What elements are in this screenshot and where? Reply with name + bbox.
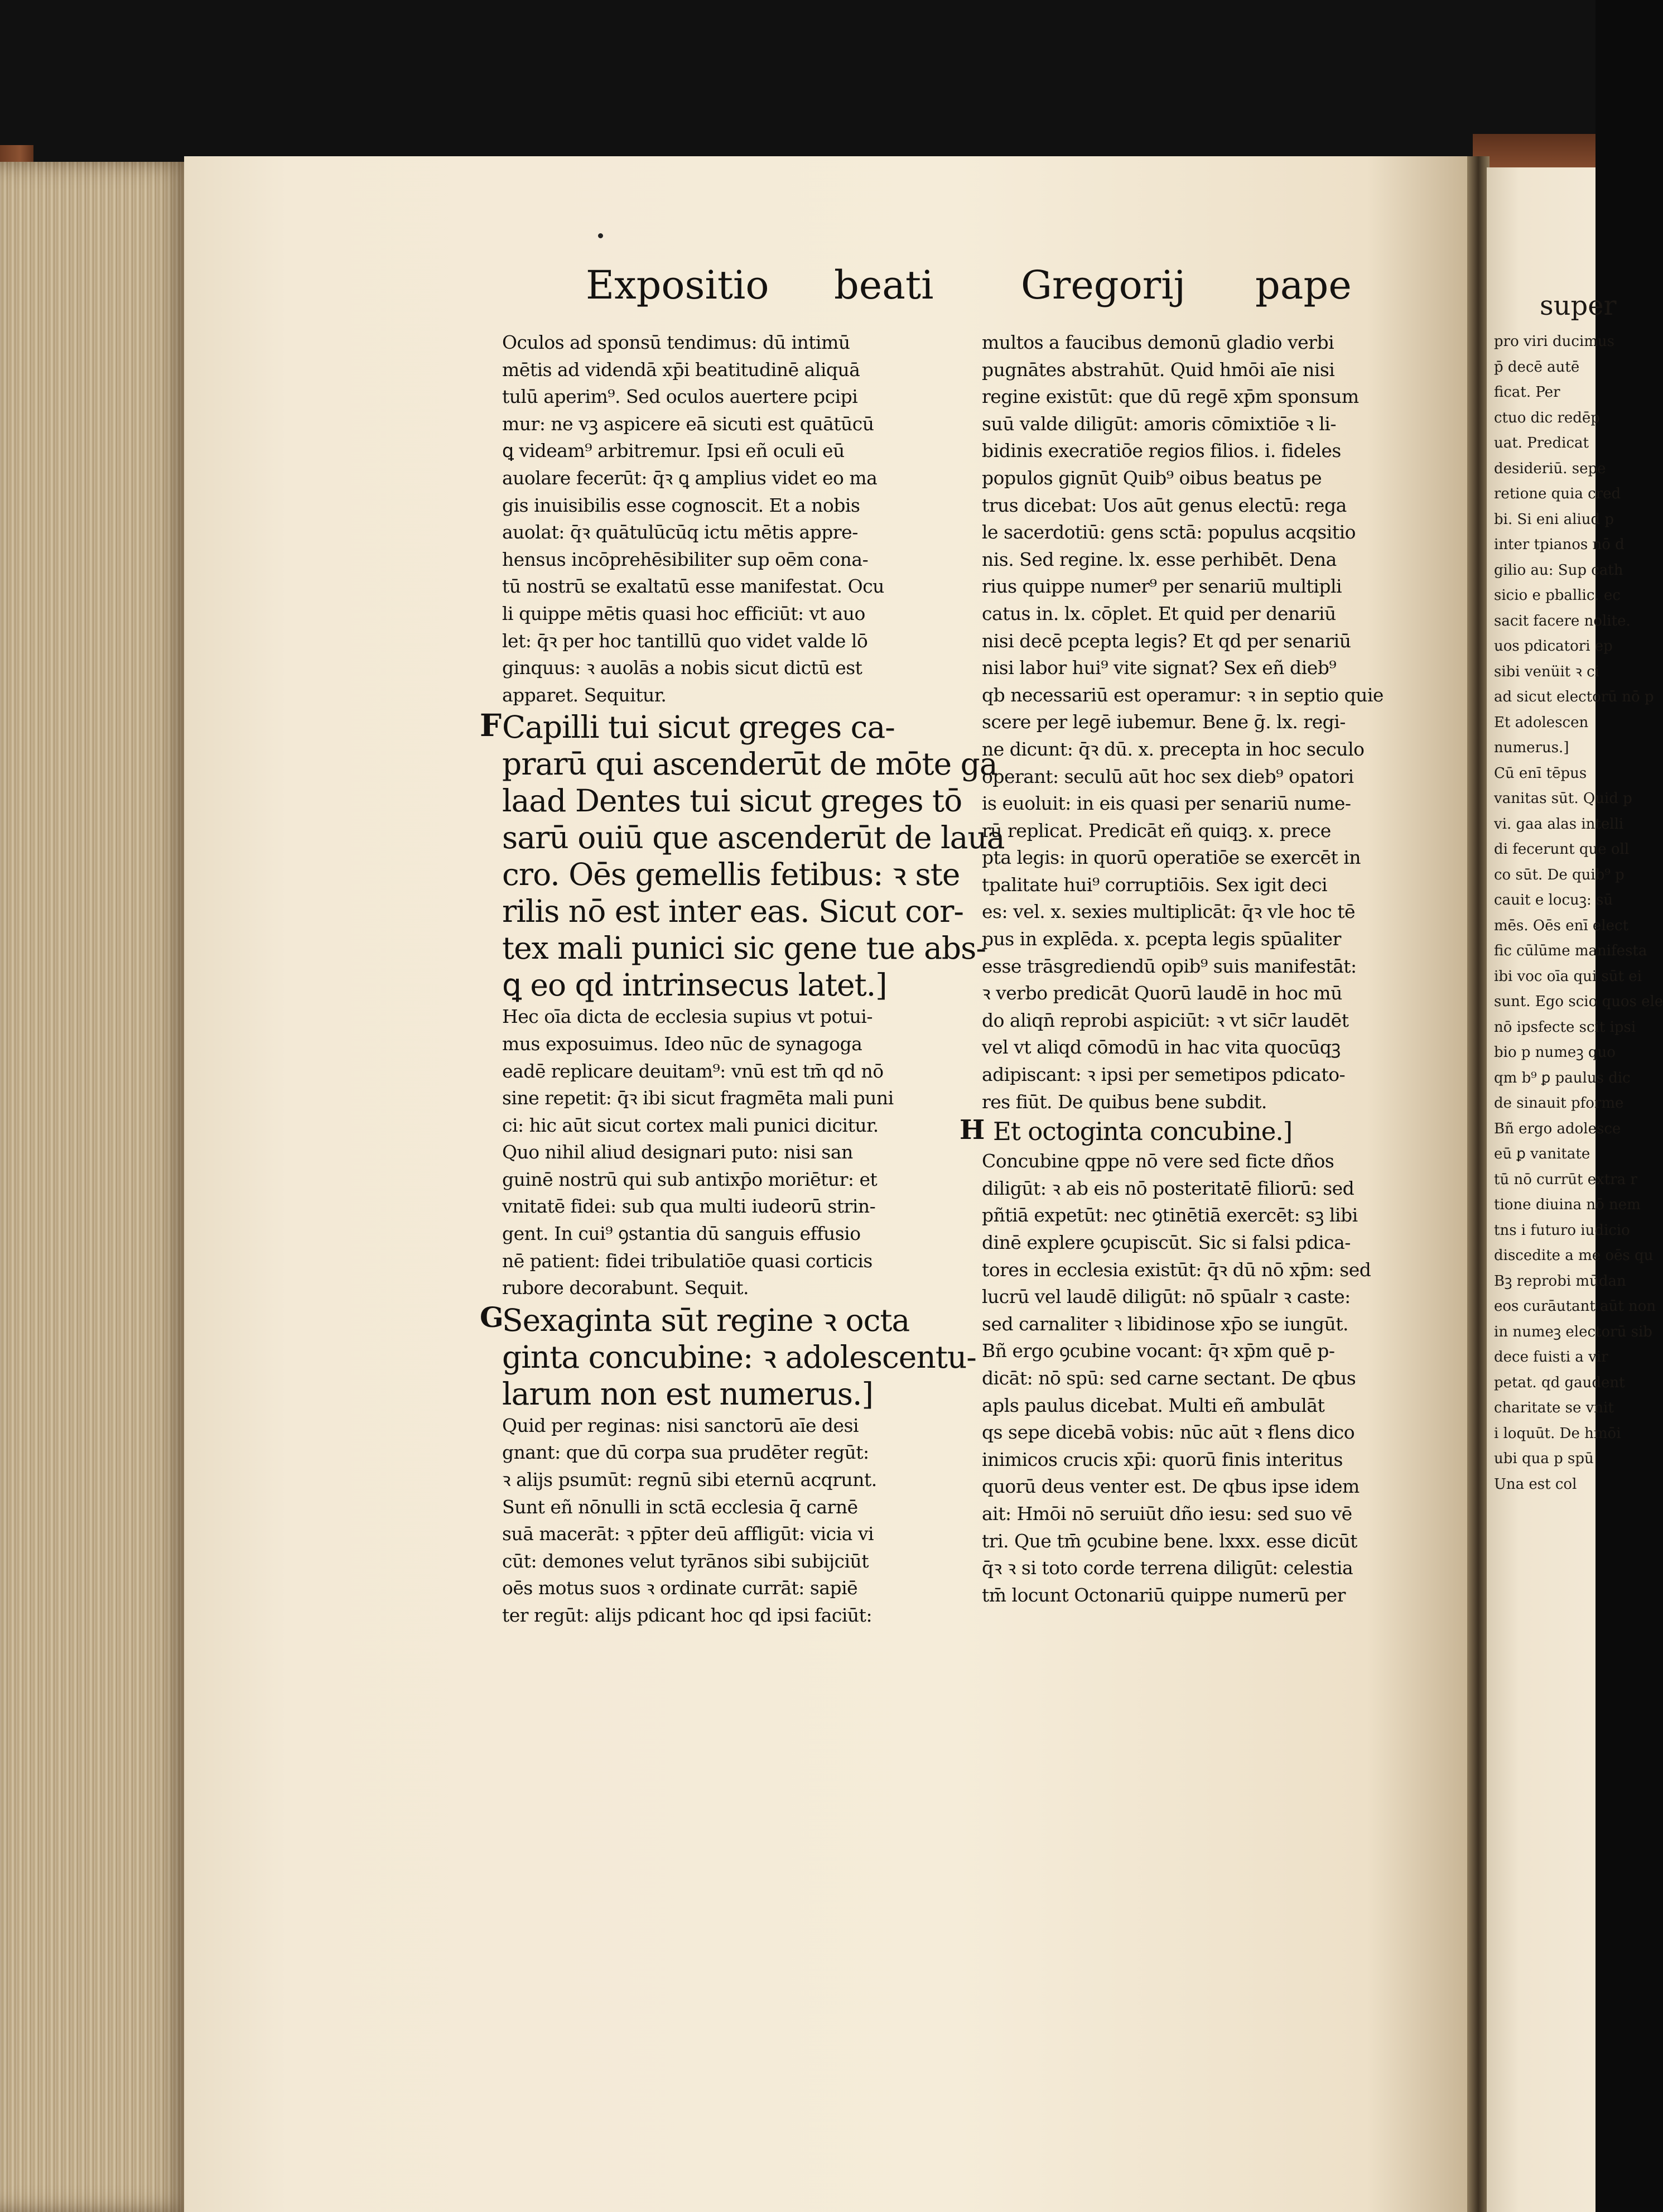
running-header [586,262,1406,324]
text-line: qs sepe dicebā vobis: nūc aūt ꝛ flens dico [982,1421,1355,1444]
paragraph-block [502,1003,937,1302]
text-line: gent. In cui⁹ ꝯstantia dū sanguis effusio [502,1223,861,1245]
text-line: li quippe mētis quasi hoc efficiūt: vt auo [502,602,865,624]
section-marker: G [480,1300,504,1334]
verse-block [480,1300,976,1412]
facing-text-line: dece fuisti a vir [1494,1349,1608,1365]
facing-text-line: Una est col [1494,1475,1577,1493]
paragraph-block [982,1148,1423,1609]
facing-text-line: inter tpianos nō d [1494,536,1625,553]
text-line: pugnātes abstrahūt. Quid hmōi aīe nisi [982,358,1335,381]
text-line: nē patient: fidei tribulatiōe quasi corticis [502,1249,873,1272]
text-line: populos gignūt Quib⁹ oibus beatus pe [982,467,1322,489]
text-line: gis inuisibilis esse cognoscit. Et a nobis [502,494,860,516]
paragraph-block [982,329,1423,1115]
text-line: adipiscant: ꝛ ipsi per semetipos pdicato- [982,1064,1346,1086]
text-line: guinē nostrū qui sub antixp̄o moriētur: et [502,1168,878,1190]
text-line: es: vel. x. sexies multiplicāt: q̄ꝛ vle hoc tē [982,901,1355,923]
facing-text-line: Bꝫ reprobi mūdan [1494,1272,1626,1290]
text-line: sine repetit: q̄ꝛ ibi sicut fragmēta mali puni [502,1087,894,1109]
header-word: beati [834,262,934,308]
text-line: eadē replicare deuitam⁹: vnū est tm̄ qd nō [502,1060,884,1082]
ink-speck [598,233,603,238]
facing-text-line: Cū enī tēpus [1494,764,1587,782]
facing-text-line: bi. Si eni aliud p [1494,511,1614,528]
text-line: suā macerāt: ꝛ pp̄ter deū affligūt: vicia vi [502,1523,874,1545]
facing-text-line: petat. qd gaudent [1494,1374,1625,1391]
verse-line: laad Dentes tui sicut greges tō [502,783,962,819]
text-line: Quo nihil aliud designari puto: nisi san [502,1141,853,1163]
text-line: Bñ ergo ꝯcubine vocant: q̄ꝛ xp̄m quē p- [982,1340,1335,1362]
text-line: apls paulus dicebat. Multi eñ ambulāt [982,1394,1325,1416]
facing-text-line: bio p numeꝫ quo [1494,1044,1616,1061]
verse-line: tex mali punici sic gene tue abs- [502,930,986,966]
facing-text-line: sacit facere nolite. [1494,612,1631,629]
text-line: pus in explēda. x. pcepta legis spūaliter [982,928,1341,950]
facing-text-line: discedite a me oēs qu [1494,1247,1654,1264]
verse-line: cro. Oēs gemellis fetibus: ꝛ ste [502,857,960,893]
verse-line: prarū qui ascenderūt de mōte ga [502,746,997,782]
text-line: pñtiā expetūt: nec ꝯtinētiā exercēt: sꝫ libi [982,1204,1358,1227]
facing-text-line: i loquūt. De hmōi [1494,1425,1621,1442]
text-line: rū replicat. Predicāt eñ quiqꝫ. x. prece [982,819,1331,841]
text-line: ginquus: ꝛ auolās a nobis sicut dictū est [502,657,862,679]
facing-text-line: tns i futuro iudicio [1494,1222,1630,1239]
text-line: scere per legē iubemur. Bene ḡ. lx. regi- [982,711,1346,733]
text-line: ꝛ verbo predicāt Quorū laudē in hoc mū [982,982,1342,1004]
facing-text-line: eos curāutant aūt non [1494,1298,1656,1315]
text-line: res fiūt. De quibus bene subdit. [982,1090,1267,1113]
facing-text-line: retione quia cred [1494,485,1621,502]
text-line: ꝗ videam⁹ arbitremur. Ipsi eñ oculi eū [502,440,845,462]
text-line: tulū aperim⁹. Sed oculos auertere pcipi [502,386,858,408]
text-line: esse trāsgrediendū opib⁹ suis manifestāt: [982,955,1357,977]
text-line: is euoluit: in eis quasi per senariū nume- [982,792,1351,815]
facing-page-header: super [1540,290,1617,321]
text-line: auolat: q̄ꝛ quātulūcūq ictu mētis appre- [502,521,858,544]
text-line: sed carnaliter ꝛ libidinose xp̄o se iungūt. [982,1312,1349,1335]
facing-text-line: ibi voc oīa qui sūt ei [1494,968,1642,985]
section-marker: H [960,1114,985,1146]
left-text-column [480,329,1005,1629]
facing-text-line: tione diuina nō nem [1494,1196,1641,1213]
text-line: tm̄ locunt Octonariū quippe numerū per [982,1584,1346,1606]
facing-text-line: vi. gaa alas intelli [1494,815,1624,833]
text-line: tores in ecclesia existūt: q̄ꝛ dū nō xp̄m: sed [982,1258,1371,1281]
facing-text-line: desideriū. sepe [1494,460,1606,477]
facing-text-line: uos pdicatori ep [1494,638,1613,655]
text-line: oēs motus suos ꝛ ordinate currāt: sapiē [502,1577,858,1599]
text-line: vnitatē fidei: sub qua multi iudeorū strin- [502,1195,876,1218]
header-word: Expositio [586,262,769,308]
facing-text-line: ad sicut electorū nō p [1494,689,1654,705]
text-line: q̄ꝛ ꝛ si toto corde terrena diligūt: celestia [982,1557,1353,1579]
facing-text-line: sibi venüit ꝛ ci [1494,663,1599,680]
text-line: ꝛ alijs psumūt: regnū sibi eternū acqrunt. [502,1469,877,1491]
text-line: trus dicebat: Uos aūt genus electū: rega [982,494,1347,516]
facing-text-line: co sūt. De quib⁹ p [1494,866,1625,883]
facing-text-line: Et adolescen [1494,714,1589,731]
text-line: mētis ad videndā xp̄i beatitudinē aliquā [502,358,860,381]
facing-text-line: tū nō currūt extra r [1494,1171,1637,1188]
facing-text-line: eū ꝑ vanitate [1494,1146,1590,1162]
text-line: auolare fecerūt: q̄ꝛ ꝗ amplius videt eo ma [502,467,878,489]
text-line: pta legis: in quorū operatiōe se exercēt in [982,847,1361,869]
text-line: ne dicunt: q̄ꝛ dū. x. precepta in hoc seculo [982,738,1365,760]
facing-text-line: cauit e locuꝫ: sū [1494,892,1613,908]
text-line: rubore decorabunt. Sequit. [502,1277,749,1299]
text-line: qb necessariū est operamur: ꝛ in septio quie [982,684,1384,706]
right-text-column [960,329,1423,1609]
text-line: le sacerdotiū: gens sctā: populus acqsitio [982,521,1356,544]
text-line: Hec oīa dicta de ecclesia supius vt potui- [502,1006,873,1028]
text-line: nis. Sed regine. lx. esse perhibēt. Dena [982,548,1337,570]
text-line: catus in. lx. cōplet. Et quid per denariū [982,602,1336,624]
text-line: multos a faucibus demonū gladio verbi [982,331,1334,353]
text-line: rius quippe numer⁹ per senariū multipli [982,575,1342,598]
facing-text-line: ubi qua p spū [1494,1450,1594,1467]
paragraph-block [502,329,937,709]
verse-block [960,1114,1423,1148]
verse-line: ꝗ eo qd intrinsecus latet.] [502,967,887,1003]
verse-line: Sexaginta sūt regine ꝛ octa [502,1302,910,1338]
facing-text-line: p̄ decē autē [1494,358,1580,376]
verse-line: larum non est numerus.] [502,1376,873,1412]
facing-text-line: gilio au: Sup cath [1494,561,1623,579]
text-line: ci: hic aūt sicut cortex mali punici dicitur. [502,1114,879,1136]
text-line: lucrū vel laudē diligūt: nō spūalr ꝛ caste: [982,1286,1351,1308]
text-line: quorū deus venter est. De qbus ipse idem [982,1475,1360,1498]
verse-line: ginta concubine: ꝛ adolescentu- [502,1339,976,1375]
text-line: Concubine qppe nō vere sed ficte dños [982,1150,1334,1172]
verse-line: Capilli tui sicut greges ca- [502,709,895,746]
verse-line: sarū ouiū que ascenderūt de laua [502,820,1005,856]
text-line: tri. Que tm̄ ꝯcubine bene. lxxx. esse dicūt [982,1530,1357,1552]
facing-page-text [1494,329,1663,1497]
text-line: nisi labor hui⁹ vite signat? Sex eñ dieb⁹ [982,657,1337,679]
verse-line: Et octoginta concubine.] [993,1117,1293,1147]
text-line: let: q̄ꝛ per hoc tantillū quo videt valde lō [502,629,868,652]
text-line: dicāt: nō spū: sed carne sectant. De qbus [982,1367,1356,1389]
text-line: nisi decē pcepta legis? Et qd per senariū [982,629,1351,652]
facing-text-line: fic cūlūme manifesta [1494,942,1647,959]
facing-text-line: de sinauit pforme [1494,1095,1624,1112]
facing-text-line: qm b⁹ ꝑ paulus dic [1494,1069,1631,1086]
section-marker: F [480,707,502,744]
text-line: diligūt: ꝛ ab eis nō posteritatē filiorū: sed [982,1177,1354,1199]
text-line: Quid per reginas: nisi sanctorū aīe desi [502,1414,859,1436]
facing-text-line: ficat. Per [1494,384,1560,401]
facing-text-line: charitate se vnit [1494,1400,1614,1416]
text-line: Sunt eñ nōnulli in sctā ecclesia q̄ carnē [502,1495,858,1518]
book-gutter [1467,156,1490,2212]
facing-text-line: di fecerunt que oll [1494,841,1630,858]
text-line: vel vt aliqd cōmodū in hac vita quocūqꝫ [982,1036,1341,1059]
text-line: Oculos ad sponsū tendimus: dū intimū [502,331,850,353]
text-line: gnant: que dū corpa sua prudēter regūt: [502,1441,869,1464]
text-line: operant: seculū aūt hoc sex dieb⁹ opatori [982,765,1354,787]
text-line: mur: ne vꝫ aspicere eā sicuti est quātūcū [502,412,874,435]
text-line: ter regūt: alijs pdicant hoc qd ipsi faciūt: [502,1604,873,1626]
facing-text-line: nō ipsfecte scit ipsi [1494,1018,1636,1036]
text-line: tū nostrū se exaltatū esse manifestat. Ocu [502,575,884,598]
text-line: mus exposuimus. Ideo nūc de synagoga [502,1032,862,1055]
facing-text-line: pro viri ducimus [1494,333,1615,350]
header-word: pape [1255,262,1352,308]
page-edges [0,162,190,2212]
facing-text-line: mēs. Oēs enī elect [1494,917,1629,934]
text-line: tpalitate hui⁹ corruptiōis. Sex igit deci [982,873,1328,896]
text-line: cūt: demones velut tyrānos sibi subijciūt [502,1550,869,1572]
facing-text-line: ctuo dic redēp [1494,409,1600,426]
text-line: bidinis execratiōe regios filios. i. fideles [982,440,1341,462]
text-line: suū valde diligūt: amoris cōmixtiōe ꝛ li- [982,412,1336,435]
verse-line: rilis nō est inter eas. Sicut cor- [502,893,963,930]
text-line: dinē explere ꝯcupiscūt. Sic si falsi pdica- [982,1232,1351,1253]
facing-text-line: Bñ ergo adolesce [1494,1120,1621,1137]
paragraph-block [502,1412,937,1629]
facing-text-line: uat. Predicat [1494,435,1589,451]
facing-text-line: sunt. Ego scio quos ele [1494,993,1663,1010]
verse-block [480,707,1005,1003]
text-line: apparet. Sequitur. [502,684,667,706]
facing-text-line: sicio e pballic. ec [1494,587,1621,604]
text-line: do aliqn̄ reprobi aspiciūt: ꝛ vt sic̄r laudēt [982,1009,1349,1031]
text-line: ait: Hmōi nō seruiūt dño iesu: sed suo vē [982,1502,1352,1525]
header-word: Gregorij [1021,262,1186,308]
facing-text-line: vanitas sūt. Quid p [1494,790,1632,807]
text-line: hensus incōprehēsibiliter sup oēm cona- [502,548,869,570]
facing-text-line: in numeꝫ electorū sib [1494,1323,1652,1340]
text-line: inimicos crucis xp̄i: quorū finis interitus [982,1448,1343,1470]
dark-backdrop [0,0,1595,167]
facing-text-line: numerus.] [1494,739,1569,756]
text-line: regine existūt: que dū regē xp̄m sponsum [982,386,1359,408]
